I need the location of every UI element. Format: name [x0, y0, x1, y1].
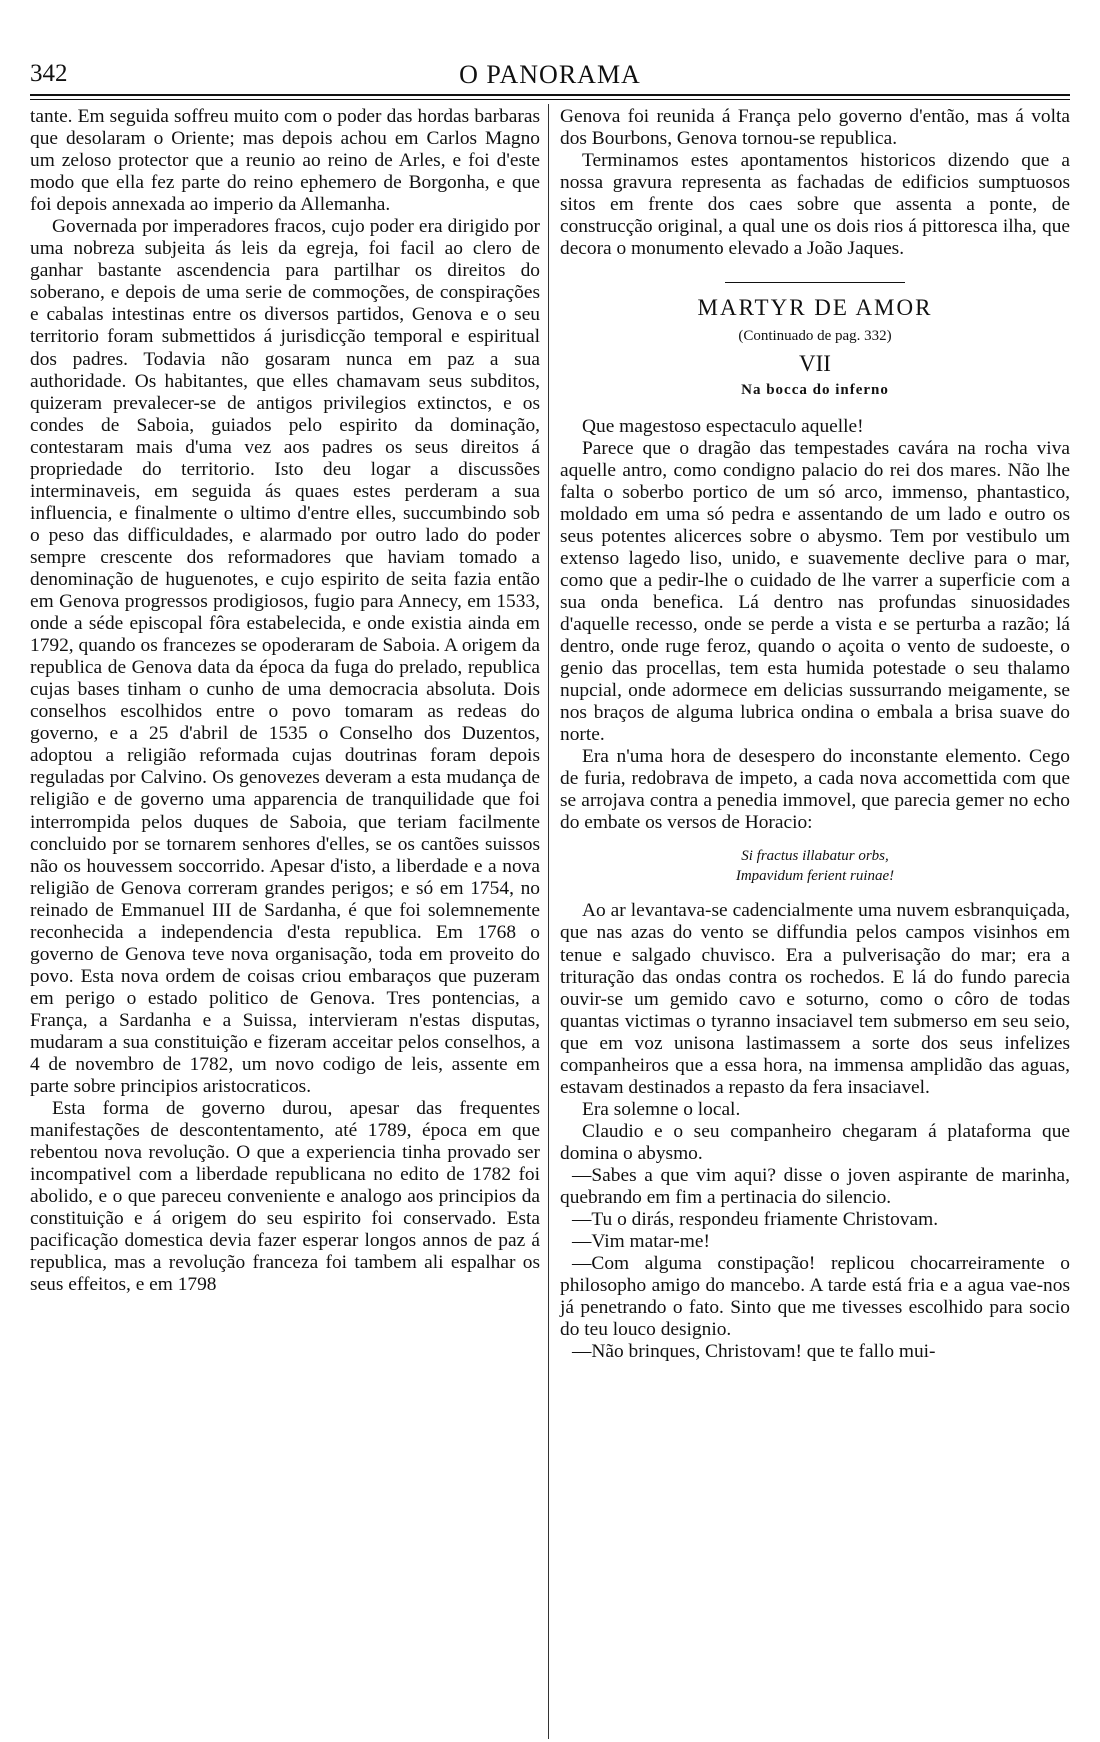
story-title: MARTYR DE AMOR [697, 295, 933, 321]
header-rule-thin [30, 99, 1070, 100]
verse-quote [560, 846, 1070, 886]
verse-line: Impavidum ferient ruinae! [735, 868, 895, 885]
right-intro-paragraph: Genova foi reunida á França pelo governo d'então, mas á volta dos Bourbons, Genova tornou-se republica. [560, 106, 1070, 150]
story-paragraph: Era solemne o local. [582, 1098, 741, 1120]
story-paragraph: Parece que o dragão das tempestades cavára na rocha viva aquelle antro, como condigno palacio do rei dos mares. Não lhe falta o soberbo portico de um só arco, immenso, phantastico, moldado em uma só pedra e assentando de um lado e outro os seus potentes alicerces sobre o abysmo. Tem por vestibulo um extenso lagedo liso, unido, e suavemente declive para o mar, como que a pedir-lhe o cuidado de lhe varrer a superficie com a sua onda benefica. Lá dentro nas profundas sinuosidades d'aquelle recesso, onde se perde a vista e se perturba a razão; lá dentro, onde ruge feroz, quando o açoita o vento de sudoeste, o genio das procellas, tem esta humida potestade o seu thalamo nupcial, onde adormece em delicias sussurrando meigamente, se nos braços de alguma lubrica ondina o embala a brisa suave do norte. [560, 437, 1070, 746]
dialogue-line: —Sabes a que vim aqui? disse o joven aspirante de marinha, quebrando em fim a pertinacia do silencio. [560, 1164, 1070, 1209]
left-column [30, 106, 540, 1297]
header-rule-thick [30, 94, 1070, 96]
left-paragraph: Esta forma de governo durou, apesar das frequentes manifestações de descontentamento, até 1789, época em que rebentou nova revolução. O que a experiencia tinha provado ser incompativel com a liberdade republicana no edito de 1782 foi abolido, e o que pareceu conveniente e analogo aos principios da constituição e á origem do seu espirito foi conservado. Esta pacificação domestica devia fazer esperar longos annos de paz á republica, mas a revolução franceza foi tambem ali espalhar os seus effeitos, e em 1798 [30, 1098, 540, 1296]
right-intro-paragraph: Terminamos estes apontamentos historicos dizendo que a nossa gravura representa as fachadas de edificios sumptuosos sitos em frente dos caes sobre que assenta a ponte, de construcção original, a qual une os dois rios á pittoresca ilha, que decora o monumento elevado a João Jaques. [560, 150, 1070, 260]
right-column [560, 106, 1070, 1363]
story-paragraph: Que magestoso espectaculo aquelle! [582, 415, 864, 437]
dialogue-line: —Tu o dirás, respondeu friamente Christovam. [572, 1209, 939, 1231]
story-continued-note: (Continuado de pag. 332) [738, 328, 892, 345]
verse-line: Si fractus illabatur orbs, [741, 848, 889, 865]
left-paragraph: tante. Em seguida soffreu muito com o poder das hordas barbaras que desolaram o Oriente; mas depois achou em Carlos Magno um zeloso protector que a reunio ao reino de Arles, e foi d'este modo que ella fez parte do reino ephemero de Borgonha, e que foi depois annexada ao imperio da Allemanha. [30, 106, 540, 216]
story-paragraph: Ao ar levantava-se cadencialmente uma nuvem esbranquiçada, que nas azas do vento se diffundia pelos campos visinhos em tenue e salgado chuvisco. Era a pulverisação do mar; era a trituração das ondas contra os rochedos. E lá do fundo parecia ouvir-se um gemido cavo e soturno, como o côro de todas quantas victimas o tyranno insaciavel tem submerso em seu seio, que em voz unisona lastimassem a sorte dos seus infelizes companheiros que a essa hora, na immensa amplidão das aguas, estavam destinados a repasto da fera insaciavel. [560, 900, 1070, 1098]
chapter-heading: Na bocca do inferno [741, 382, 889, 399]
dialogue-line: —Com alguma constipação! replicou chocarreiramente o philosopho amigo do mancebo. A tarde está fria e a agua vae-nos já penetrando o fato. Sinto que me tivesses escolhido para socio do teu louco designio. [560, 1253, 1070, 1341]
dialogue-line: —Vim matar-me! [572, 1231, 710, 1253]
story-paragraph: Claudio e o seu companheiro chegaram á plataforma que domina o abysmo. [560, 1120, 1070, 1164]
page-number: 342 [30, 60, 68, 87]
column-divider [548, 104, 549, 1739]
dialogue-line: —Não brinques, Christovam! que te fallo mui- [572, 1341, 936, 1363]
page-header [30, 52, 1070, 92]
left-paragraph: Governada por imperadores fracos, cujo poder era dirigido por uma nobreza subjeita ás leis da egreja, foi facil ao clero de ganhar bastante ascendencia para partilhar os direitos do soberano, e depois de uma serie de commoções, de conspirações e cabalas intestinas entre os diversos partidos, Genova e o seu territorio foram submettidos á jurisdicção temporal e espiritual dos padres. Todavia não gosaram nunca em paz a sua authoridade. Os habitantes, que elles chamavam seus subditos, quizeram prevalecer-se de antigos privilegios extinctos, e os condes de Saboia, guiados pelo espirito da dominação, contestaram mais d'uma vez aos padres os seus direitos á propriedade do territorio. Isto deu logar a discussões interminaveis, em seguida ás quaes estes perderam a sua influencia, e finalmente o ultimo d'entre elles, succumbindo sob o peso das difficuldades, e alarmado por outro lado do poder sempre crescente dos reformadores que haviam tomado a denominação de huguenotes, e cujo espirito de seita fazia então em Genova progressos prodigiosos, fugio para Annecy, em 1533, onde a séde episcopal fôra estabelecida, e onde existia ainda em 1792, quando os francezes se opoderaram de Saboia. A origem da republica de Genova data da época da fuga do prelado, republica cujas bases tinham o cunho de uma democracia absoluta. Dois conselhos escolhidos entre o povo tomaram as redeas do governo, e a 25 d'abril de 1535 o Conselho dos Duzentos, adoptou a religião reformada cujas doutrinas foram depois reguladas por Calvino. Os genovezes deveram a esta mudança de religião e de governo uma apparencia de tranquilidade que foi interrompida pelos duques de Saboia, que teriam facilmente concluido por se tornarem senhores d'elles, se os cantões suissos não os houvessem soccorrido. Apesar d'isto, a liberdade e a nova religião de Genova correram grandes perigos; e só em 1754, no reinado de Emmanuel III de Sardanha, é que foi solemnemente reconhecida a independencia d'esta republica. Em 1768 o governo de Genova teve nova organisação, toda em proveito do povo. Esta nova ordem de coisas criou embaraços que puzeram em perigo o estado politico de Genova. Tres pontencias, a França, a Sardanha e a Suissa, intervieram n'estas disputas, mudaram a sua constituição e fizeram acceitar pelos conselhos, a 4 de novembro de 1782, um novo codigo de leis, assente em parte sobre principios aristocraticos. [30, 216, 540, 1098]
story-paragraph: Era n'uma hora de desespero do inconstante elemento. Cego de furia, redobrava de impeto, a cada nova accomettida com que se arrojava contra a penedia immovel, que parecia gemer no echo do embate os versos de Horacio: [560, 746, 1070, 834]
section-divider [725, 282, 905, 283]
publication-title: O PANORAMA [459, 60, 641, 89]
chapter-number: VII [799, 351, 831, 377]
